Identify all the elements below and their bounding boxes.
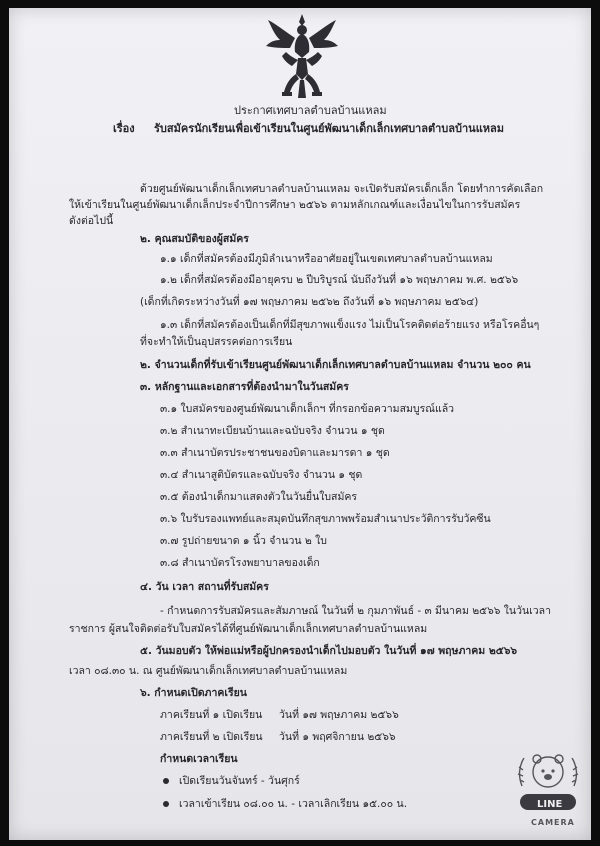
- document-item: ๓.๒ สำเนาทะเบียนบ้านและฉบับจริง จำนวน ๑ ชุด: [160, 425, 385, 437]
- garuda-emblem-icon: [262, 12, 342, 104]
- section-1-item-2-note: (เด็กที่เกิดระหว่างวันที่ ๑๗ พฤษภาคม ๒๕๖๒ ถึงวันที่ ๑๖ พฤษภาคม ๒๕๖๔): [140, 296, 479, 308]
- document-item: ๓.๖ ใบรับรองแพทย์และสมุดบันทึกสุขภาพพร้อมสำเนาประวัติการรับวัคซีน: [160, 513, 491, 525]
- section-4-line-1: - กำหนดการรับสมัครและสัมภาษณ์ ในวันที่ ๒ กุมภาพันธ์ - ๓ มีนาคม ๒๕๖๖ ในวันเวลา: [160, 605, 551, 617]
- document-item: ๓.๓ สำเนาบัตรประชาชนของบิดาและมารดา ๑ ชุด: [160, 447, 390, 459]
- term-1-label: ภาคเรียนที่ ๑ เปิดเรียน: [160, 709, 263, 721]
- watermark-camera: CAMERA: [531, 818, 575, 827]
- bullet-icon: [163, 801, 169, 807]
- term-2-label: ภาคเรียนที่ ๒ เปิดเรียน: [160, 731, 263, 743]
- document-item: ๓.๗ รูปถ่ายขนาด ๑ นิ้ว จำนวน ๒ ใบ: [160, 535, 327, 547]
- watermark-line: LINE: [537, 799, 563, 810]
- document-item: ๓.๕ ต้องนำเด็กมาแสดงตัวในวันยื่นใบสมัคร: [160, 491, 358, 503]
- section-1-item-3: ๑.๓ เด็กที่สมัครต้องเป็นเด็กที่มีสุขภาพแข็งแรง ไม่เป็นโรคติดต่อร้ายแรง หรือโรคอื่นๆ: [160, 319, 540, 331]
- subject-label: เรื่อง: [113, 122, 135, 135]
- section-4-heading: ๔. วัน เวลา สถานที่รับสมัคร: [140, 581, 269, 593]
- section-1-item-1: ๑.๑ เด็กที่สมัครต้องมีภูมิลำเนาหรืออาศัยอยู่ในเขตเทศบาลตำบลบ้านแหลม: [160, 253, 493, 265]
- document-item: ๓.๑ ใบสมัครของศูนย์พัฒนาเด็กเล็กฯ ที่กรอกข้อความสมบูรณ์แล้ว: [160, 403, 455, 415]
- section-6-heading: ๖. กำหนดเปิดภาคเรียน: [140, 687, 247, 699]
- intro-line-1: ด้วยศูนย์พัฒนาเด็กเล็กเทศบาลตำบลบ้านแหลม จะเปิดรับสมัครเด็กเล็ก โดยทำการคัดเลือก: [140, 183, 544, 195]
- document-item: ๓.๔ สำเนาสูติบัตรและฉบับจริง จำนวน ๑ ชุด: [160, 469, 363, 481]
- bullet-icon: [163, 778, 169, 784]
- section-3-heading: ๓. หลักฐานและเอกสารที่ต้องนำมาในวันสมัคร: [140, 381, 349, 393]
- schedule-heading: กำหนดเวลาเรียน: [160, 753, 238, 765]
- document-page: [9, 8, 591, 840]
- term-1-date: วันที่ ๑๗ พฤษภาคม ๒๕๖๖: [279, 709, 399, 721]
- intro-line-2: ให้เข้าเรียนในศูนย์พัฒนาเด็กเล็กประจำปีการศึกษา ๒๕๖๖ ตามหลักเกณฑ์และเงื่อนไขในการรับสมัคร: [69, 199, 521, 211]
- document-item: ๓.๘ สำเนาบัตรโรงพยาบาลของเด็ก: [160, 557, 320, 569]
- section-1-heading: ๒. คุณสมบัติของผู้สมัคร: [140, 233, 249, 245]
- schedule-days: เปิดเรียนวันจันทร์ - วันศุกร์: [179, 775, 300, 787]
- announcement-title: ประกาศเทศบาลตำบลบ้านแหลม: [234, 104, 387, 117]
- term-2-date: วันที่ ๑ พฤศจิกายน ๒๕๖๖: [279, 731, 396, 743]
- schedule-hours: เวลาเข้าเรียน ๐๘.๐๐ น. - เวลาเลิกเรียน ๑๕.๐๐ น.: [179, 798, 408, 810]
- section-2-heading: ๒. จำนวนเด็กที่รับเข้าเรียนศูนย์พัฒนาเด็กเล็กเทศบาลตำบลบ้านแหลม จำนวน ๒๐๐ คน: [140, 359, 531, 371]
- section-5-line-2: เวลา ๐๘.๓๐ น. ณ ศูนย์พัฒนาเด็กเล็กเทศบาลตำบลบ้านแหลม: [69, 665, 348, 677]
- section-1-item-3-cont: ที่จะทำให้เป็นอุปสรรคต่อการเรียน: [140, 336, 293, 348]
- subject-text: รับสมัครนักเรียนเพื่อเข้าเรียนในศูนย์พัฒนาเด็กเล็กเทศบาลตำบลบ้านแหลม: [154, 122, 505, 135]
- section-5-heading: ๕. วันมอบตัว ให้พ่อแม่หรือผู้ปกครองนำเด็กไปมอบตัว ในวันที่ ๑๗ พฤษภาคม ๒๕๖๖: [140, 645, 518, 657]
- section-1-item-2: ๑.๒ เด็กที่สมัครต้องมีอายุครบ ๒ ปีบริบูรณ์ นับถึงวันที่ ๑๖ พฤษภาคม พ.ศ. ๒๕๖๖: [160, 274, 519, 286]
- section-4-line-2: ราชการ ผู้สนใจติดต่อรับใบสมัครได้ที่ศูนย์พัฒนาเด็กเล็กเทศบาลตำบลบ้านแหลม: [69, 623, 428, 635]
- intro-line-3: ดังต่อไปนี้: [69, 215, 114, 227]
